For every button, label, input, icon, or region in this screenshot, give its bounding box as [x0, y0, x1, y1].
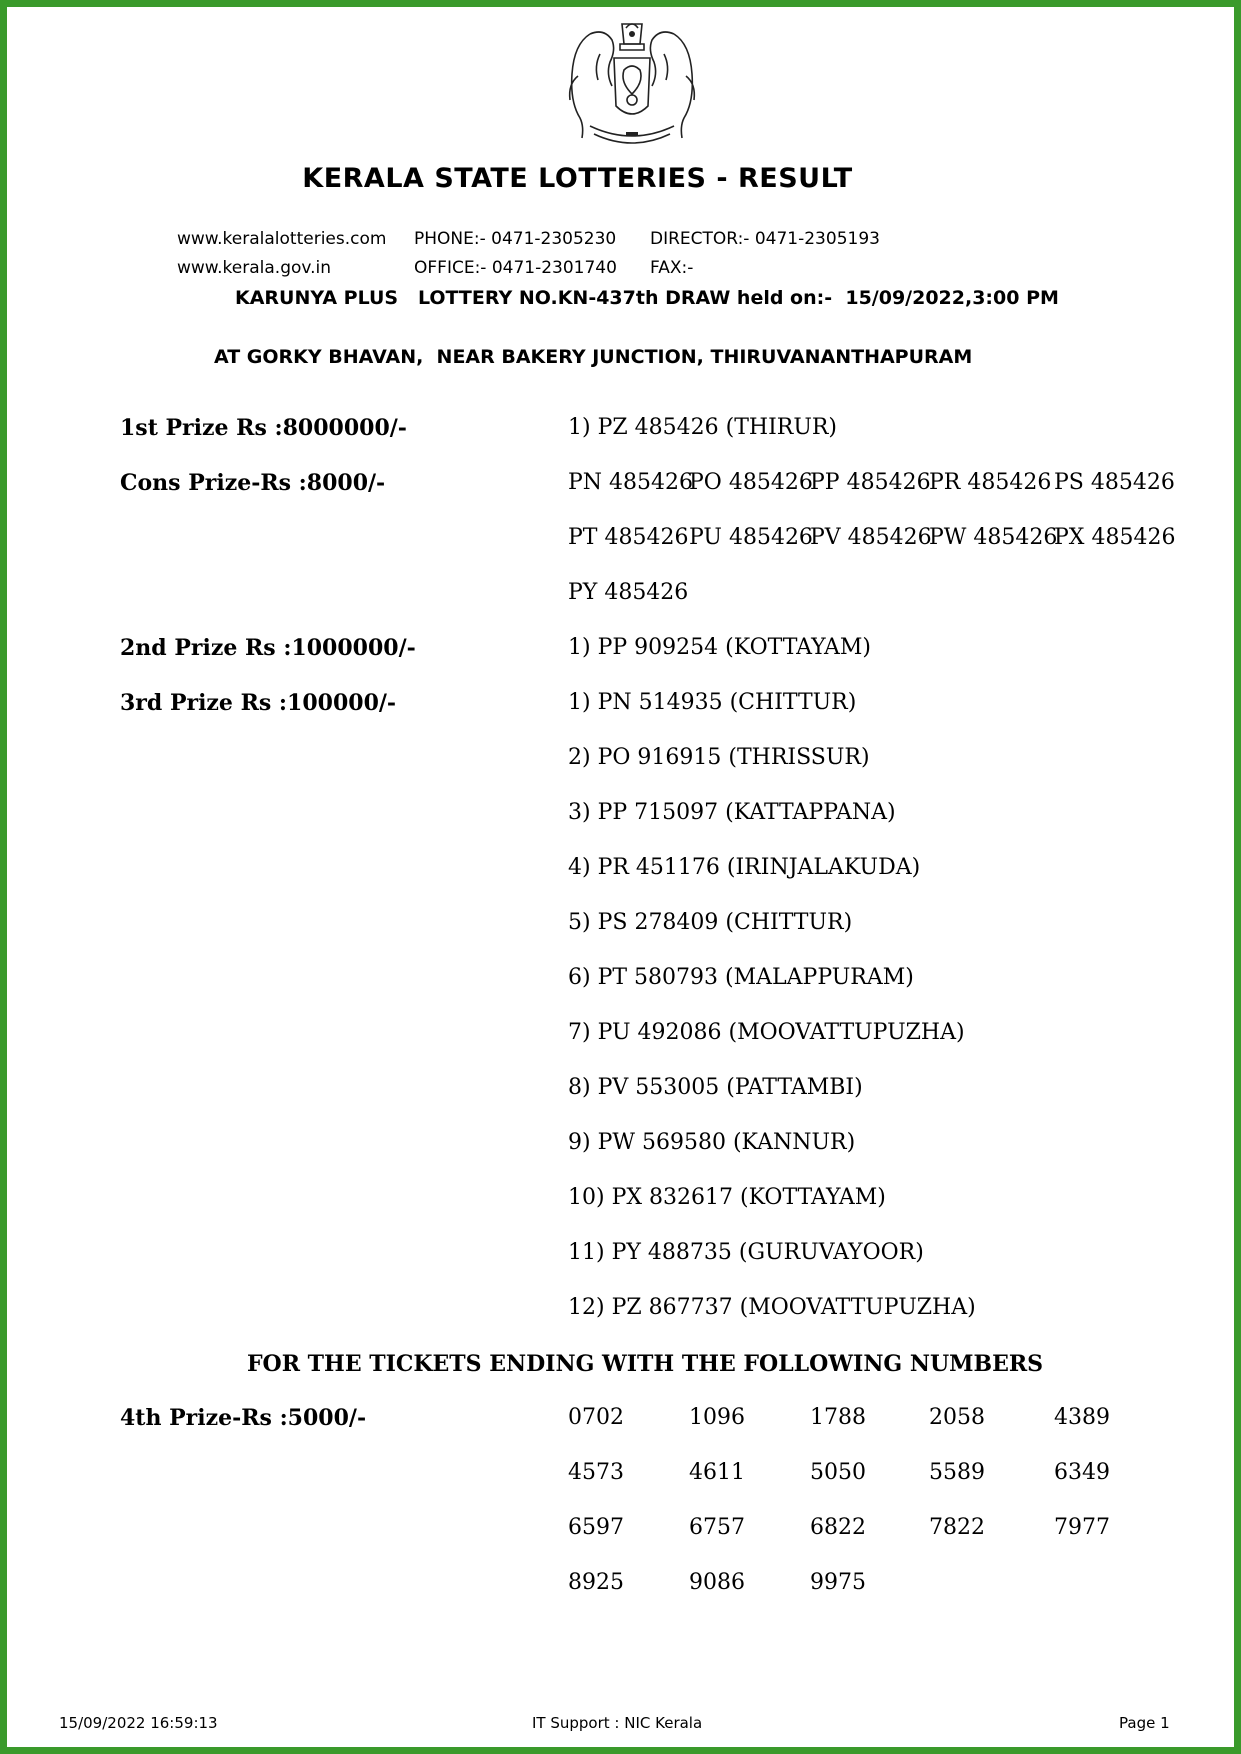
- third-prize-winner: 6) PT 580793 (MALAPPURAM): [568, 965, 914, 990]
- fourth-prize-number: 4611: [689, 1460, 745, 1485]
- fourth-prize-number: 6757: [689, 1515, 745, 1540]
- third-prize-winner: 9) PW 569580 (KANNUR): [568, 1130, 856, 1155]
- cons-ticket: PW 485426: [929, 525, 1058, 550]
- footer-support: IT Support : NIC Kerala: [532, 1714, 703, 1732]
- ending-numbers-heading: FOR THE TICKETS ENDING WITH THE FOLLOWING NUMBERS: [246, 1351, 1044, 1377]
- fourth-prize-number: 7977: [1054, 1515, 1110, 1540]
- phone-number: PHONE:- 0471-2305230: [414, 229, 617, 249]
- fourth-prize-number: 9086: [689, 1570, 745, 1595]
- cons-ticket: PV 485426: [810, 525, 932, 550]
- fourth-prize-number: 1788: [810, 1405, 866, 1430]
- fourth-prize-number: 0702: [568, 1405, 624, 1430]
- second-prize-label: 2nd Prize Rs :1000000/-: [120, 635, 416, 661]
- cons-ticket: PX 485426: [1054, 525, 1176, 550]
- cons-ticket: PN 485426: [568, 470, 694, 495]
- third-prize-winner: 2) PO 916915 (THRISSUR): [568, 745, 870, 770]
- cons-ticket: PY 485426: [568, 580, 689, 605]
- third-prize-winner: 5) PS 278409 (CHITTUR): [568, 910, 853, 935]
- third-prize-winner: 10) PX 832617 (KOTTAYAM): [568, 1185, 886, 1210]
- fourth-prize-number: 7822: [929, 1515, 985, 1540]
- fourth-prize-number: 4573: [568, 1460, 624, 1485]
- cons-ticket: PP 485426: [810, 470, 931, 495]
- fourth-prize-label: 4th Prize-Rs :5000/-: [120, 1405, 367, 1431]
- third-prize-winner: 4) PR 451176 (IRINJALAKUDA): [568, 855, 921, 880]
- third-prize-winner: 1) PN 514935 (CHITTUR): [568, 690, 857, 715]
- draw-details: KARUNYA PLUS LOTTERY NO.KN-437th DRAW held on:- 15/09/2022,3:00 PM: [235, 287, 1059, 309]
- fourth-prize-number: 4389: [1054, 1405, 1110, 1430]
- second-prize-winner: 1) PP 909254 (KOTTAYAM): [568, 635, 871, 660]
- cons-prize-label: Cons Prize-Rs :8000/-: [120, 470, 386, 496]
- director-phone: DIRECTOR:- 0471-2305193: [650, 229, 880, 249]
- cons-ticket: PS 485426: [1054, 470, 1175, 495]
- first-prize-winner: 1) PZ 485426 (THIRUR): [568, 415, 838, 440]
- fourth-prize-number: 6597: [568, 1515, 624, 1540]
- first-prize-label: 1st Prize Rs :8000000/-: [120, 415, 407, 441]
- website-kerala-gov: www.kerala.gov.in: [177, 258, 332, 278]
- fourth-prize-number: 5050: [810, 1460, 866, 1485]
- fourth-prize-number: 2058: [929, 1405, 985, 1430]
- cons-ticket: PU 485426: [689, 525, 813, 550]
- fourth-prize-number: 5589: [929, 1460, 985, 1485]
- third-prize-label: 3rd Prize Rs :100000/-: [120, 690, 397, 716]
- website-kerala-lotteries: www.keralalotteries.com: [177, 229, 387, 249]
- third-prize-winner: 7) PU 492086 (MOOVATTUPUZHA): [568, 1020, 965, 1045]
- cons-ticket: PR 485426: [929, 470, 1052, 495]
- cons-ticket: PO 485426: [689, 470, 813, 495]
- cons-ticket: PT 485426: [568, 525, 689, 550]
- fourth-prize-number: 6822: [810, 1515, 866, 1540]
- footer-timestamp: 15/09/2022 16:59:13: [59, 1714, 218, 1732]
- kerala-emblem-icon: [560, 14, 704, 152]
- third-prize-winner: 12) PZ 867737 (MOOVATTUPUZHA): [568, 1295, 976, 1320]
- fax-number: FAX:-: [650, 258, 694, 278]
- fourth-prize-number: 1096: [689, 1405, 745, 1430]
- fourth-prize-number: 9975: [810, 1570, 866, 1595]
- fourth-prize-number: 6349: [1054, 1460, 1110, 1485]
- third-prize-winner: 11) PY 488735 (GURUVAYOOR): [568, 1240, 924, 1265]
- page-title: KERALA STATE LOTTERIES - RESULT: [302, 163, 853, 194]
- third-prize-winner: 3) PP 715097 (KATTAPPANA): [568, 800, 896, 825]
- office-phone: OFFICE:- 0471-2301740: [414, 258, 617, 278]
- fourth-prize-number: 8925: [568, 1570, 624, 1595]
- draw-venue: AT GORKY BHAVAN, NEAR BAKERY JUNCTION, THIRUVANANTHAPURAM: [214, 346, 973, 368]
- third-prize-winner: 8) PV 553005 (PATTAMBI): [568, 1075, 863, 1100]
- footer-page-number: Page 1: [1119, 1714, 1170, 1732]
